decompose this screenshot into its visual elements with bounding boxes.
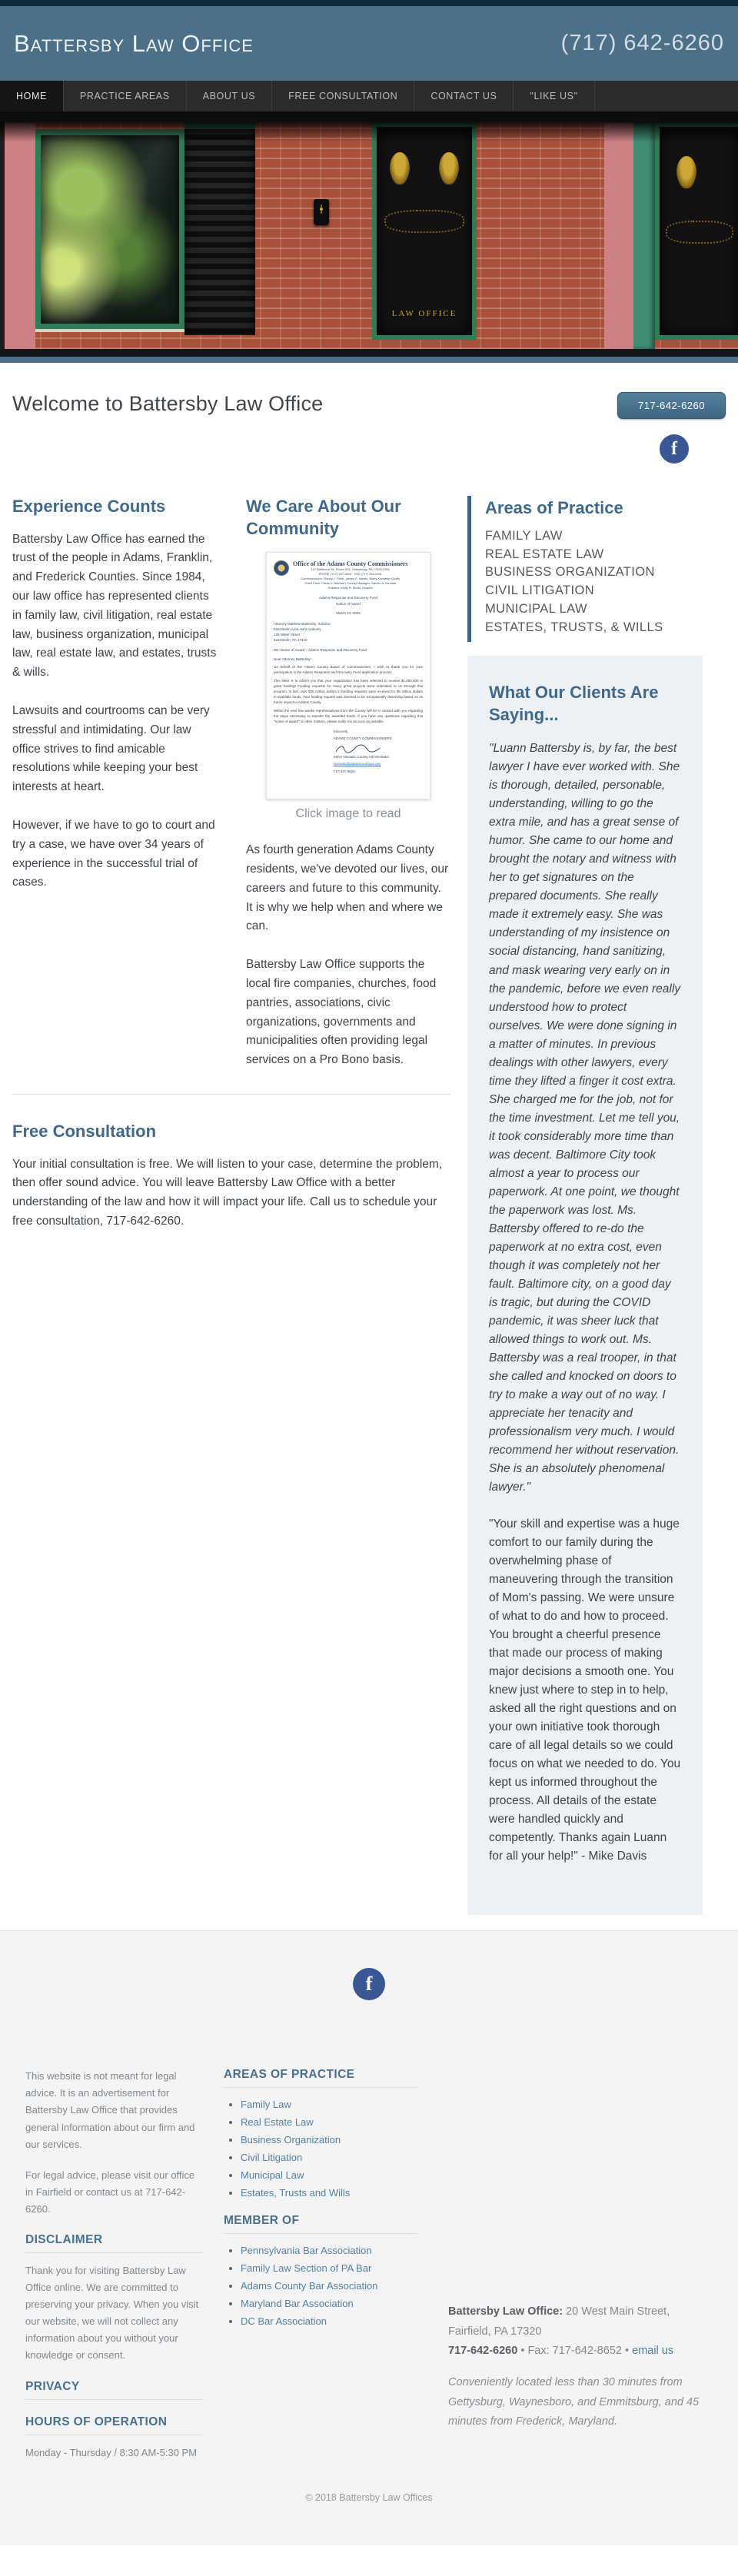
- letter-paragraph: This letter is to inform you that your organization has been selected to receive $1,000,000 in grant funding! Funding requests for many great projects were submitted to us through this program. In fact, over $25 million dollars in funding requests were received for $5 million dollars in available funds. Your funding request was deemed to be exceptionally deserving based on its future impact to Adams County.: [274, 678, 423, 704]
- nav-item[interactable]: ABOUT US: [187, 81, 272, 111]
- footer-practice-link-item: [241, 2187, 417, 2199]
- practice-area-item: FAMILY LAW: [485, 528, 563, 543]
- hero-storefront-photo: [0, 122, 738, 349]
- experience-paragraph: Battersby Law Office has earned the trust of the people in Adams, Franklin, and Frederick Counties. Since 1984, our law office has represented clients in family law, civil litigation, real estate law, business organization, municipal law, real estate law, and estates, trusts & wills.: [12, 532, 217, 680]
- footer-practice-link[interactable]: Family Law: [241, 2099, 291, 2111]
- footer-about-column: [25, 2068, 202, 2475]
- letter-line: 117 Baltimore St., Room 201, Gettysburg, PA 17325-2391: [311, 567, 390, 572]
- hero-window: [35, 130, 184, 329]
- nav-shadow-strip: [0, 111, 738, 122]
- community-section: [246, 496, 450, 1089]
- hero-shutters: [184, 122, 255, 335]
- brand-title: Battersby Law Office: [14, 29, 254, 57]
- letter-line: Chief Clerk: Paula V. Neiman | County Manager: Steven A. Nevada: [304, 581, 397, 586]
- nav-item[interactable]: "LIKE US": [514, 81, 594, 111]
- hero-bottom-blue-band: [0, 357, 738, 363]
- hero-bottom-dark-band: [0, 349, 738, 357]
- letter-signer-org: ADAMS COUNTY COMMISSIONERS: [333, 736, 392, 741]
- testimonials-section: [467, 656, 703, 1915]
- gold-ornament-icon: [676, 156, 696, 188]
- experience-paragraph: Lawsuits and courtrooms can be very stressful and intimidating. Our law office strives to find amicable resolutions while keeping your best interests at heart.: [12, 703, 210, 794]
- practice-area-item: REAL ESTATE LAW: [485, 547, 604, 561]
- main-nav: [0, 81, 738, 111]
- letter-line: 128 Water Street: [274, 633, 300, 637]
- consultation-title: Free Consultation: [12, 1121, 157, 1141]
- footer-hours-text: Monday - Thursday / 8:30 AM-5:30 PM: [25, 2446, 198, 2458]
- nav-item[interactable]: PRACTICE AREAS: [64, 81, 187, 111]
- experience-section: [12, 496, 220, 1089]
- email-us-link[interactable]: email us: [632, 2345, 674, 2357]
- footer-member-link-item: [241, 2315, 417, 2327]
- areas-of-practice-section: [467, 496, 723, 642]
- areas-title: Areas of Practice: [485, 498, 623, 517]
- experience-paragraph: However, if we have to go to court and try a case, we have over 34 years of experience in the successful trial of cases.: [12, 818, 215, 889]
- letter-line: Attorney Matthew Battersby, Solicitor: [274, 621, 331, 626]
- footer-member-link[interactable]: Pennsylvania Bar Association: [241, 2245, 372, 2257]
- gold-ornament-icon: [390, 152, 410, 184]
- footer-practice-link-item: [241, 2099, 417, 2110]
- gold-scrollwork: [666, 221, 733, 244]
- footer-office-address: 20 West Main Street, Fairfield, PA 17320: [448, 2305, 670, 2338]
- footer-about-paragraph: This website is not meant for legal advice. It is an advertisement for Battersby Law Office that provides general information about our firm and our services.: [25, 2070, 195, 2150]
- separator-dot: •: [520, 2345, 525, 2357]
- practice-area-item: MUNICIPAL LAW: [485, 602, 587, 617]
- footer-practice-link-item: [241, 2134, 417, 2146]
- hero-pink-pilaster: [604, 122, 633, 349]
- letter-line: Notice of Award: [336, 601, 361, 606]
- footer-disclaimer-text: Thank you for visiting Battersby Law Office online. We are committed to preserving your privacy. When you visit our website, we will not collect any information about you without your knowledge or consent.: [25, 2265, 199, 2362]
- consultation-text: Your initial consultation is free. We will listen to your case, determine the problem, then offer sound advice. You will leave Battersby Law Office with a better understanding of the law and how it will impact your life. Call us to schedule your free consultation, 717-642-6260.: [12, 1157, 443, 1228]
- phone-call-button[interactable]: 717-642-6260: [617, 392, 726, 419]
- gold-ornament-icon: [439, 152, 459, 184]
- footer-practice-link[interactable]: Real Estate Law: [241, 2116, 314, 2129]
- footer-member-title: MEMBER OF: [224, 2214, 417, 2234]
- footer-member-link[interactable]: Maryland Bar Association: [241, 2298, 354, 2310]
- header-phone: (717) 642-6260: [560, 31, 724, 55]
- footer-practice-link-item: [241, 2152, 417, 2163]
- letter-line: Commissioners: Randy L. Phiel, James E. Martin, Marty Karsteter Qually: [301, 577, 401, 581]
- letter-paragraph: On behalf of the Adams County Board of Commissioners, I wish to thank you for your participation in the Adams Response and Recovery Fund application process.: [274, 664, 423, 674]
- hero-teal-trim: [633, 122, 655, 349]
- letter-org: Office of the Adams County Commissioners: [293, 560, 408, 568]
- hero-law-office-door: [372, 122, 477, 340]
- gold-scrollwork: [384, 210, 464, 233]
- letter-paragraph: Within the next few weeks representatives from the County will be in contact with you regarding the steps necessary to transfer the awarded funds. If you have any questions regarding this "notice of award" or other matters, please notify me as soon as possible.: [274, 708, 423, 723]
- footer-office-phone: 717-642-6260: [448, 2345, 518, 2357]
- nav-item[interactable]: CONTACT US: [414, 81, 514, 111]
- site-header: [0, 6, 738, 81]
- letter-salutation: Dear Attorney Battersby:: [274, 656, 312, 661]
- testimonials-title: What Our Clients Are Saying...: [489, 683, 659, 724]
- page-title: Welcome to Battersby Law Office: [12, 392, 324, 415]
- hero-mailbox: [314, 199, 329, 225]
- letter-line: East Berlin, PA 17316: [274, 638, 308, 643]
- letter-line: Solicitor: Molly R. Mudd, Esquire: [327, 586, 373, 590]
- footer-member-link[interactable]: Adams County Bar Association: [241, 2280, 378, 2292]
- letter-caption: Click image to read: [295, 807, 401, 821]
- footer-about-paragraph: For legal advice, please visit our office in Fairfield or contact us at 717-642-6260.: [25, 2169, 195, 2215]
- letter-signer-email: snevada@adamscountypa.gov: [333, 762, 381, 766]
- footer-address: [448, 2302, 713, 2361]
- separator-dot: •: [625, 2345, 630, 2357]
- hero-second-door: [655, 122, 738, 340]
- footer-location-note: Conveniently located less than 30 minutes from Gettysburg, Waynesboro, and Emmitsburg, and 45 minutes from Frederick, Maryland.: [448, 2376, 700, 2428]
- experience-title: Experience Counts: [12, 497, 166, 516]
- award-letter-image[interactable]: [266, 552, 430, 799]
- site-footer: [0, 1930, 738, 2544]
- consultation-section: [12, 1121, 450, 1231]
- letter-line: PHONE (717) 337-9820 · FAX (717) 334-2091: [318, 572, 382, 577]
- footer-member-link-item: [241, 2245, 417, 2256]
- signature-scribble: [334, 743, 381, 754]
- footer-practice-link-item: [241, 2116, 417, 2128]
- footer-member-link[interactable]: Family Law Section of PA Bar: [241, 2262, 372, 2275]
- top-accent-bar: [0, 0, 738, 6]
- facebook-icon[interactable]: f: [660, 434, 689, 464]
- client-testimonial: "Your skill and expertise was a huge comfort to our family during the overwhelming phase of maneuvering through the transition of Mom's passing. We were unsure of what to do and how to proceed. You brought a cheerful presence that made our process of making major decisions a smooth one. You knew just where to step in to help, asked all the right questions and on your own initiative took thorough care of all legal details so we could focus on what we needed to do. You kept us informed throughout the process. All details of the estate were handled quickly and competently. Thanks again Luann for all your help!" - Mike Davis: [489, 1517, 681, 1863]
- footer-office-fax: Fax: 717-642-8652: [527, 2345, 622, 2357]
- facebook-icon[interactable]: f: [353, 1968, 385, 2000]
- footer-areas-title: AREAS OF PRACTICE: [224, 2068, 417, 2088]
- footer-member-link-item: [241, 2298, 417, 2309]
- letter-re-line: RE: Notice of Award – Adams Response and Recovery Fund: [274, 647, 367, 652]
- practice-area-item: CIVIL LITIGATION: [485, 583, 595, 598]
- community-paragraph: Battersby Law Office supports the local fire companies, churches, food pantries, associations, civic organizations, governments and municipalities often providing legal services on a Pro Bono basis.: [246, 958, 437, 1067]
- footer-hours-title: HOURS OF OPERATION: [25, 2415, 202, 2435]
- section-divider: [12, 1094, 450, 1095]
- copyright-text: © 2018 Battersby Law Offices: [305, 2491, 433, 2503]
- county-seal-icon: [274, 560, 289, 576]
- footer-privacy-title: PRIVACY: [25, 2380, 202, 2400]
- footer-member-link[interactable]: DC Bar Association: [241, 2315, 327, 2328]
- footer-disclaimer-title: DISCLAIMER: [25, 2233, 202, 2253]
- letter-signer: Steve Nevada, County Administrator: [333, 754, 390, 759]
- footer-practice-link-item: [241, 2169, 417, 2181]
- client-testimonial: "Luann Battersby is, by far, the best lawyer I have ever worked with. She is thorough, detailed, personable, understanding, willing to go the extra mile, and has a great sense of humor. She came to our home and brought the notary and witness with her to get signatures on the prepared documents. She really made it extremely easy. She was understanding of my insistence on social distancing, hand sanitizing, and mask wearing very early on in the pandemic, before we even really understood how to protect ourselves. We were done signing in a matter of minutes. In previous dealings with other lawyers, every time they lifted a finger it cost extra. She charged me for the job, not for the time investment. Let me tell you, it took considerably more time than was decent. Baltimore City took almost a year to process our paperwork. At one point, we thought the paperwork was lost. Ms. Battersby offered to re-do the paperwork at no extra cost, even though it was completely not her fault. Baltimore city, on a good day is tragic, but during the COVID pandemic, it was sheer luck that allowed things to work out. Ms. Battersby was a real trooper, in that she called and knocked on doors to try to make a way out of no way. I appreciate her tenacity and professionalism very much. I would recommend her without reservation. She is an absolutely phenomenal lawyer.": [489, 742, 681, 1494]
- hero-pink-wall: [0, 122, 35, 349]
- footer-practice-link[interactable]: Municipal Law: [241, 2169, 304, 2182]
- footer-practice-link[interactable]: Civil Litigation: [241, 2152, 303, 2164]
- footer-member-link-item: [241, 2262, 417, 2274]
- footer-practice-link[interactable]: Business Organization: [241, 2134, 341, 2146]
- letter-date: March 23, 2023: [336, 610, 361, 615]
- practice-area-item: ESTATES, TRUSTS, & WILLS: [485, 620, 663, 635]
- footer-member-link-item: [241, 2280, 417, 2292]
- letter-line: East Berlin Area Joint Authority: [274, 627, 321, 631]
- letter-line: Adams Response and Recovery Fund: [318, 596, 378, 600]
- community-paragraph: As fourth generation Adams County residents, we've devoted our lives, our careers and future to this community. It is why we help when and where we can.: [246, 843, 449, 933]
- community-title: We Care About Our Community: [246, 497, 401, 538]
- nav-item[interactable]: HOME: [0, 81, 64, 111]
- main-content: [0, 363, 738, 1915]
- law-office-sign: LAW OFFICE: [391, 309, 457, 318]
- letter-closing: Sincerely,: [333, 729, 349, 733]
- practice-area-item: BUSINESS ORGANIZATION: [485, 565, 655, 580]
- footer-links-column: [224, 2068, 417, 2475]
- letter-signer-phone: 717-337-9820: [333, 769, 355, 774]
- footer-practice-link[interactable]: Estates, Trusts and Wills: [241, 2187, 351, 2199]
- footer-office-label: Battersby Law Office:: [448, 2305, 563, 2318]
- nav-item[interactable]: FREE CONSULTATION: [272, 81, 414, 111]
- footer-contact-column: [448, 2302, 713, 2475]
